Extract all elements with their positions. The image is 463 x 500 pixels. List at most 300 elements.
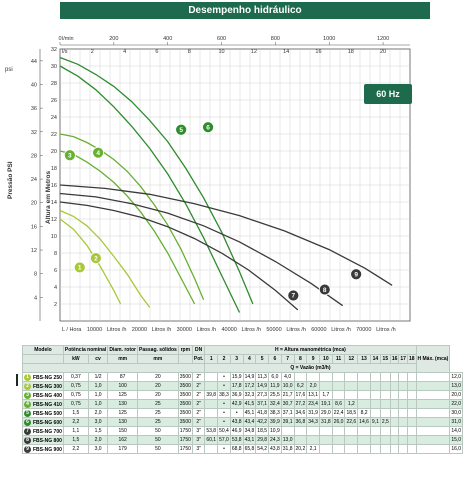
cell-flow: • (230, 409, 243, 418)
cell-flow (380, 409, 390, 418)
cell-kw: 0,75 (63, 400, 88, 409)
model-name: FBS-NG 800 (33, 437, 62, 444)
cell-flow (370, 400, 380, 409)
ls-axis-tick-label: 2 (90, 49, 94, 55)
y-axis-title: Altura em Metros (45, 170, 52, 224)
cell-pot (205, 418, 218, 427)
header-mm-rotor: mm (108, 355, 138, 364)
model-badge: 3 (24, 392, 31, 399)
cell-flow: 43,1 (244, 437, 255, 443)
cell-flow: 46,9 (231, 428, 242, 434)
cell-flow (294, 373, 307, 382)
psi-tick-label: 20 (30, 200, 37, 207)
cell-flow (307, 373, 320, 382)
cell-pot (205, 373, 218, 382)
cell-flow (294, 427, 307, 436)
cell-solids: 20 (137, 391, 178, 400)
cell-rpm: 3500 (179, 374, 191, 380)
cell-flow: 57,0 (219, 437, 229, 443)
cell-rotor: 87 (108, 373, 138, 382)
cell-flow (358, 436, 371, 445)
cell-rpm: 3500 (179, 401, 191, 407)
ls-axis-tick-label: 12 (250, 49, 257, 55)
cell-flow (380, 382, 390, 391)
header-h-col: 7 (281, 355, 294, 364)
cell-flow (345, 427, 358, 436)
cell-flow (390, 382, 399, 391)
psi-tick-label: 16 (30, 224, 37, 231)
cell-flow (307, 427, 320, 436)
cell-flow: 27,3 (257, 392, 268, 398)
y-tick-label: 12 (50, 217, 57, 223)
x-tick-label: 70000 (356, 327, 372, 333)
x-tick-label: 10000 (86, 327, 103, 333)
x-tick-label: 50000 (266, 327, 282, 333)
ls-axis-tick-label: 16 (315, 49, 322, 55)
y-tick-label: 24 (50, 115, 57, 121)
cell-flow (332, 373, 345, 382)
header-h-col: 5 (256, 355, 269, 364)
cell-flow (307, 436, 320, 445)
cell-flow (332, 436, 345, 445)
cell-flow (390, 427, 399, 436)
cell-flow: 2,1 (307, 445, 320, 454)
cell-flow (358, 427, 371, 436)
psi-tick-label: 44 (30, 58, 37, 65)
cell-flow: 24,3 (270, 437, 280, 443)
cell-flow: 10,9 (270, 428, 280, 434)
model-badge: 2 (24, 383, 31, 390)
header-h-col: 4 (243, 355, 256, 364)
cell-flow: 18,5 (257, 428, 268, 434)
top-axis-tick-label: 1000 (323, 36, 336, 42)
cell-pot: 39,8 (206, 392, 217, 398)
cell-rotor: 125 (108, 409, 138, 418)
cell-flow (319, 445, 332, 454)
cell-pot (205, 445, 218, 454)
y-tick-label: 16 (50, 183, 57, 189)
y-tick-label: 8 (53, 251, 57, 257)
cell-flow: 31,8 (320, 419, 331, 425)
cell-flow (407, 409, 416, 418)
cell-flow: 6,2 (294, 382, 307, 391)
y-tick-label: 26 (50, 98, 57, 104)
cell-flow (399, 436, 408, 445)
ls-axis-tick-label: 4 (123, 49, 127, 55)
ls-axis-unit-label: l/s (62, 49, 68, 55)
cell-flow: 43,4 (244, 419, 255, 425)
x-unit-label: Litros /h (376, 327, 396, 333)
table-row (23, 418, 463, 427)
curve-badge-label-3: 3 (68, 152, 72, 160)
header-h-col: 15 (380, 355, 390, 364)
cell-flow (370, 391, 380, 400)
cell-flow (390, 445, 399, 454)
cell-flow (345, 391, 358, 400)
model-badge: 6 (24, 419, 31, 426)
model-badge: 1 (24, 374, 31, 381)
header-mm-solids: mm (137, 355, 178, 364)
x-unit-label: Litros /h (331, 327, 351, 333)
cell-flow (332, 427, 345, 436)
frequency-badge: 60 Hz (364, 84, 412, 104)
y-tick-label: 28 (50, 81, 57, 87)
cell-flow: 31,8 (282, 446, 293, 452)
cell-cv: 1,5 (88, 427, 107, 436)
header-hmax: H Máx. (mca) (416, 346, 450, 373)
cell-flow: 36,8 (295, 419, 306, 425)
cell-cv: 2,0 (88, 436, 107, 445)
cell-flow: 26,0 (333, 419, 344, 425)
cell-flow: 27,2 (295, 401, 306, 407)
model-name: FBS-NG 410 (33, 401, 62, 408)
cell-dn: 3" (192, 445, 204, 454)
cell-solids: 50 (137, 427, 178, 436)
top-axis-tick-label: 0 (58, 36, 62, 42)
cell-flow: 4,0 (281, 373, 294, 382)
cell-rotor: 162 (108, 436, 138, 445)
cell-pot: 60,1 (206, 437, 217, 443)
cell-flow: 39,1 (282, 419, 293, 425)
cell-flow: 17,6 (295, 392, 306, 398)
x-tick-label: 20000 (131, 327, 148, 333)
curve-badge-label-5: 5 (179, 126, 183, 134)
model-cell (23, 391, 64, 400)
cell-flow: 9,1 (371, 419, 379, 425)
y-tick-label: 20 (50, 149, 57, 155)
top-axis-tick-label: 400 (163, 36, 173, 42)
x-tick-label: 30000 (176, 327, 192, 333)
top-axis-tick-label: 800 (270, 36, 280, 42)
cell-kw: 2,2 (63, 445, 88, 454)
table-row (23, 436, 463, 445)
cell-flow (407, 382, 416, 391)
ls-axis-tick-label: 20 (380, 49, 387, 55)
cell-flow: 23,4 (308, 401, 318, 407)
cell-pot (205, 400, 218, 409)
cell-flow (416, 391, 450, 400)
header-rpm: rpm (178, 346, 192, 355)
cell-flow (345, 436, 358, 445)
cell-flow: 45,1 (244, 410, 255, 416)
cell-flow (390, 409, 399, 418)
cell-hmax: 12,0 (451, 374, 462, 380)
x-axis-title: L / Hora (62, 327, 82, 333)
cell-flow (390, 418, 399, 427)
cell-flow: 15,9 (231, 374, 242, 380)
cell-flow: 14,9 (257, 383, 268, 389)
cell-solids: 20 (137, 382, 178, 391)
header-power: Potência nominal (64, 347, 107, 353)
cell-flow: 32,3 (244, 392, 255, 398)
psi-tick-label: 36 (30, 106, 37, 113)
cell-flow: 8,2 (358, 409, 371, 418)
cell-flow: 2,0 (307, 382, 320, 391)
cell-flow (390, 400, 399, 409)
cell-flow: • (218, 445, 231, 454)
cell-dn: 2" (192, 373, 204, 382)
cell-flow: 41,5 (244, 401, 255, 407)
cell-flow: • (218, 382, 231, 391)
cell-flow (407, 391, 416, 400)
header-rotor: Diam. rotor (109, 347, 136, 353)
cell-solids: 50 (137, 445, 178, 454)
cell-hmax: 30,0 (451, 410, 462, 416)
y-tick-label: 30 (50, 64, 57, 70)
cell-flow: 43,8 (270, 446, 280, 452)
cell-flow: 39,9 (270, 419, 280, 425)
cell-flow: 42,2 (257, 419, 268, 425)
cell-rotor: 125 (108, 391, 138, 400)
cell-flow: 38,3 (270, 410, 280, 416)
model-name: FBS-NG 500 (33, 410, 62, 417)
header-cv: cv (88, 355, 107, 364)
cell-flow (399, 391, 408, 400)
curve-badge-label-2: 2 (94, 255, 98, 263)
x-unit-label: Litros /h (286, 327, 306, 333)
header-pot: Pot. (193, 356, 204, 362)
table-row (23, 391, 463, 400)
table-row (23, 373, 463, 382)
y-tick-label: 32 (50, 47, 57, 53)
psi-tick-label: 24 (30, 177, 37, 184)
model-cell (23, 382, 64, 391)
ls-axis-tick-label: 10 (218, 49, 225, 55)
cell-flow: 54,2 (257, 446, 268, 452)
cell-flow (370, 382, 380, 391)
cell-flow: 31,9 (308, 410, 318, 416)
cell-solids: 25 (137, 400, 178, 409)
header-h-col: 9 (307, 355, 320, 364)
cell-flow: 36,9 (231, 392, 242, 398)
header-dn: DN (192, 346, 204, 355)
cell-flow (390, 436, 399, 445)
cell-dn: 2" (192, 418, 204, 427)
cell-rpm: 3500 (179, 392, 191, 398)
cell-flow: 18,5 (346, 410, 357, 416)
cell-hmax: 20,0 (451, 392, 462, 398)
cell-flow: 37,1 (282, 410, 293, 416)
cell-solids: 25 (137, 409, 178, 418)
psi-tick-label: 4 (33, 295, 37, 302)
ls-axis-tick-label: 14 (283, 49, 290, 55)
cell-flow: 38,3 (219, 392, 229, 398)
cell-flow (399, 418, 408, 427)
model-cell (23, 400, 64, 409)
cell-flow: 21,7 (282, 392, 293, 398)
x-unit-label: Litros /h (106, 327, 127, 333)
model-name: FBS-NG 250 (33, 374, 62, 381)
side-marker (16, 374, 18, 386)
cell-flow (399, 445, 408, 454)
header-flow: Q = Vazão (m3/h) (205, 364, 416, 373)
cell-flow (319, 382, 332, 391)
y-tick-label: 6 (53, 268, 57, 274)
cell-flow (332, 382, 345, 391)
cell-flow: 29,0 (320, 410, 331, 416)
model-badge: 5 (24, 410, 31, 417)
cell-flow (380, 400, 390, 409)
cell-hmax: 22,0 (451, 401, 462, 407)
cell-rpm: 3500 (179, 383, 191, 389)
model-name: FBS-NG 900 (33, 446, 62, 453)
model-name: FBS-NG 700 (33, 428, 62, 435)
cell-flow (407, 436, 416, 445)
psi-tick-label: 40 (30, 82, 37, 89)
cell-flow: 1,2 (345, 400, 358, 409)
cell-flow (399, 409, 408, 418)
model-cell (23, 445, 64, 454)
cell-rpm: 3500 (179, 410, 191, 416)
model-badge: 8 (24, 437, 31, 444)
curve-badge-label-7: 7 (291, 292, 296, 300)
cell-solids: 25 (137, 418, 178, 427)
cell-flow (407, 418, 416, 427)
y-tick-label: 2 (53, 302, 57, 308)
model-badge: 9 (24, 446, 31, 453)
header-head: H = Altura manométrica (mca) (205, 346, 416, 355)
cell-rotor: 130 (108, 400, 138, 409)
cell-flow: 17,2 (244, 383, 255, 389)
cell-flow (380, 373, 390, 382)
cell-flow: 53,8 (231, 437, 242, 443)
cell-flow (345, 373, 358, 382)
cell-flow (416, 445, 450, 454)
cell-hmax: 16,0 (451, 446, 462, 452)
curve-badge-label-6: 6 (206, 124, 210, 132)
cell-dn: 2" (192, 400, 204, 409)
cell-hmax: 14,0 (451, 428, 462, 434)
cell-flow (370, 427, 380, 436)
cell-flow (319, 427, 332, 436)
cell-flow (358, 382, 371, 391)
cell-flow (416, 427, 450, 436)
model-cell (23, 373, 64, 382)
cell-flow (380, 445, 390, 454)
cell-flow (399, 427, 408, 436)
cell-hmax: 31,0 (451, 419, 462, 425)
cell-rotor: 150 (108, 427, 138, 436)
cell-flow: 32,4 (270, 401, 280, 407)
cell-cv: 2,0 (88, 409, 107, 418)
cell-flow: 19,1 (320, 401, 331, 407)
cell-flow: • (218, 400, 231, 409)
cell-flow (358, 373, 371, 382)
cell-flow: 17,8 (231, 383, 242, 389)
cell-rpm: 3500 (179, 419, 191, 425)
cell-flow (399, 373, 408, 382)
cell-flow: 30,7 (282, 401, 293, 407)
cell-flow (370, 373, 380, 382)
cell-flow: 10,0 (282, 383, 293, 389)
cell-pot: 53,8 (206, 428, 217, 434)
cell-flow (416, 418, 450, 427)
cell-flow (407, 400, 416, 409)
performance-chart (0, 19, 436, 345)
cell-flow (416, 409, 450, 418)
cell-flow: 68,8 (231, 446, 242, 452)
psi-tick-label: 32 (30, 129, 37, 136)
header-h-col: 13 (358, 355, 371, 364)
y-tick-label: 18 (50, 166, 57, 172)
header-h-col: 11 (332, 355, 345, 364)
cell-rotor: 100 (108, 382, 138, 391)
curve-badge-label-8: 8 (322, 286, 327, 294)
header-h-col: 12 (345, 355, 358, 364)
cell-flow (380, 436, 390, 445)
model-cell (23, 436, 64, 445)
ls-axis-tick-label: 18 (347, 49, 354, 55)
y-tick-label: 22 (50, 132, 57, 138)
cell-flow (390, 373, 399, 382)
psi-axis-title: Pressão PSI (7, 161, 14, 199)
cell-flow: 13,1 (308, 392, 318, 398)
pump-data-table (22, 345, 463, 454)
cell-flow (416, 436, 450, 445)
cell-solids: 50 (137, 436, 178, 445)
cell-flow: 34,8 (244, 428, 255, 434)
table-row (23, 400, 463, 409)
cell-flow (345, 445, 358, 454)
cell-cv: 3,0 (88, 445, 107, 454)
cell-cv: 3,0 (88, 418, 107, 427)
top-axis-tick-label: 1200 (376, 36, 390, 42)
cell-flow (358, 391, 371, 400)
header-h-col: 6 (269, 355, 282, 364)
cell-flow: • (218, 418, 231, 427)
cell-rpm: 1750 (179, 437, 191, 443)
cell-flow (416, 400, 450, 409)
cell-flow: 37,1 (257, 401, 268, 407)
cell-flow (416, 373, 450, 382)
curve-badge-label-4: 4 (96, 149, 100, 157)
cell-flow: 42,9 (231, 401, 242, 407)
psi-tick-label: 8 (33, 271, 37, 278)
cell-flow (332, 445, 345, 454)
cell-cv: 1,0 (88, 391, 107, 400)
top-axis-tick-label: 200 (109, 36, 119, 42)
header-h-col: 3 (230, 355, 243, 364)
cell-flow (416, 382, 450, 391)
cell-flow: 6,0 (269, 373, 282, 382)
cell-kw: 0,75 (63, 391, 88, 400)
header-solids: Passag. sólidos (138, 347, 177, 353)
cell-flow (390, 391, 399, 400)
model-cell (23, 409, 64, 418)
cell-flow (345, 382, 358, 391)
header-h-col: 17 (400, 356, 406, 362)
model-cell (23, 418, 64, 427)
x-unit-label: Litros /h (241, 327, 262, 333)
cell-flow (380, 391, 390, 400)
model-name: FBS-NG 400 (33, 392, 62, 399)
cell-flow (358, 445, 371, 454)
cell-flow: 34,6 (295, 410, 306, 416)
header-h-col: 18 (408, 356, 415, 362)
x-tick-label: 60000 (311, 327, 327, 333)
cell-flow (380, 427, 390, 436)
table-row (23, 382, 463, 391)
x-unit-label: Litros /h (196, 327, 217, 333)
cell-flow (407, 445, 416, 454)
curve-badge-label-9: 9 (354, 271, 358, 279)
cell-dn: 2" (192, 409, 204, 418)
model-badge: 7 (24, 428, 31, 435)
model-badge: 4 (24, 401, 31, 408)
cell-flow: 13,0 (282, 437, 293, 443)
cell-kw: 1,1 (63, 427, 88, 436)
cell-flow (281, 427, 294, 436)
